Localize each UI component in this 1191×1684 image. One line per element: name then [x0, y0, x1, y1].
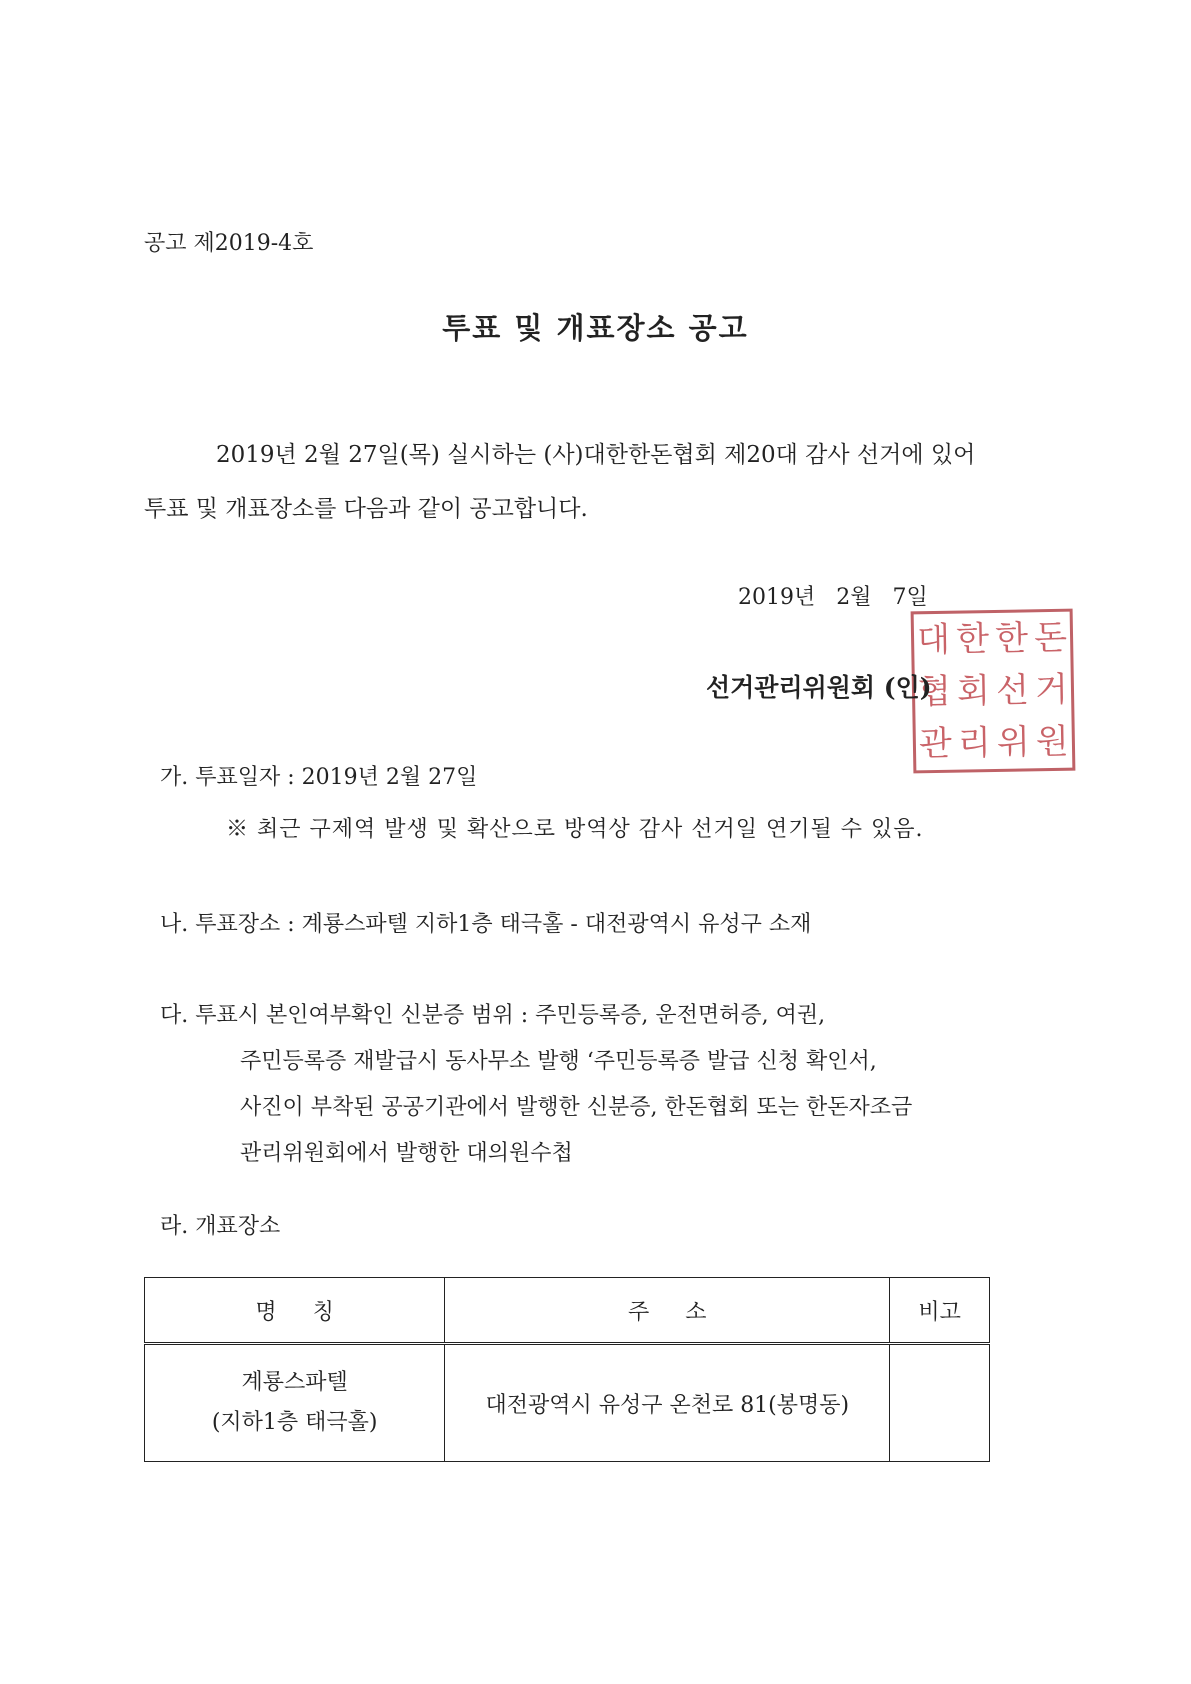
header-remark: 비고 [890, 1278, 990, 1344]
section-da-line-2: 주민등록증 재발급시 동사무소 발행 ‘주민등록증 발급 신청 확인서, [240, 1049, 877, 1074]
table-row [145, 1344, 990, 1462]
seal-char: 협 [917, 671, 952, 713]
seal-char: 관 [918, 723, 953, 765]
section-da-line-3: 사진이 부착된 공공기관에서 발행한 신분증, 한돈협회 또는 한돈자조금 [240, 1095, 913, 1120]
notice-number: 공고 제2019-4호 [144, 231, 314, 256]
seal-char: 선 [995, 670, 1030, 711]
intro-paragraph [144, 428, 1044, 536]
seal-char: 대 [916, 619, 951, 661]
official-seal-stamp [911, 609, 1076, 774]
counting-place-table [144, 1277, 990, 1462]
notice-date: 2019년 2월 7일 [738, 585, 928, 610]
seal-char: 돈 [1033, 617, 1068, 659]
section-ga-note: ※ 최근 구제역 발생 및 확산으로 방역상 감사 선거일 연기될 수 있음. [226, 817, 924, 842]
header-address: 주소 [445, 1278, 890, 1344]
header-name: 명칭 [145, 1278, 445, 1344]
seal-char: 한 [955, 619, 990, 660]
seal-char: 회 [956, 671, 991, 712]
section-da-line-1: 다. 투표시 본인여부확인 신분증 범위 : 주민등록증, 운전면허증, 여권, [160, 1003, 826, 1028]
seal-char: 리 [957, 723, 992, 764]
section-ra-counting-place: 라. 개표장소 [160, 1214, 281, 1239]
venue-name-cell [145, 1344, 445, 1462]
seal-char: 거 [1034, 669, 1069, 711]
section-da-id-requirements [160, 993, 912, 1177]
table-header-row [145, 1278, 990, 1344]
venue-floor: (지하1층 태극홀) [211, 1410, 378, 1435]
intro-line-2: 투표 및 개표장소를 다음과 같이 공고합니다. [144, 496, 588, 522]
venue-remark [890, 1344, 990, 1462]
committee-signature: 선거관리위원회 (인) [706, 673, 932, 702]
venue-address: 대전광역시 유성구 온천로 81(봉명동) [445, 1344, 890, 1462]
intro-line-1: 2019년 2월 27일(목) 실시하는 (사)대한한돈협회 제20대 감사 선거에 있어 [216, 442, 976, 468]
section-na-voting-place: 나. 투표장소 : 계룡스파텔 지하1층 태극홀 - 대전광역시 유성구 소재 [160, 912, 812, 937]
seal-char: 위 [996, 722, 1031, 763]
venue-name: 계룡스파텔 [241, 1370, 348, 1395]
section-ga-voting-date: 가. 투표일자 : 2019년 2월 27일 [160, 765, 478, 790]
document-title: 투표 및 개표장소 공고 [442, 311, 749, 345]
seal-char: 한 [994, 618, 1029, 659]
seal-char: 원 [1035, 721, 1070, 763]
section-da-line-4: 관리위원회에서 발행한 대의원수첩 [240, 1141, 573, 1166]
